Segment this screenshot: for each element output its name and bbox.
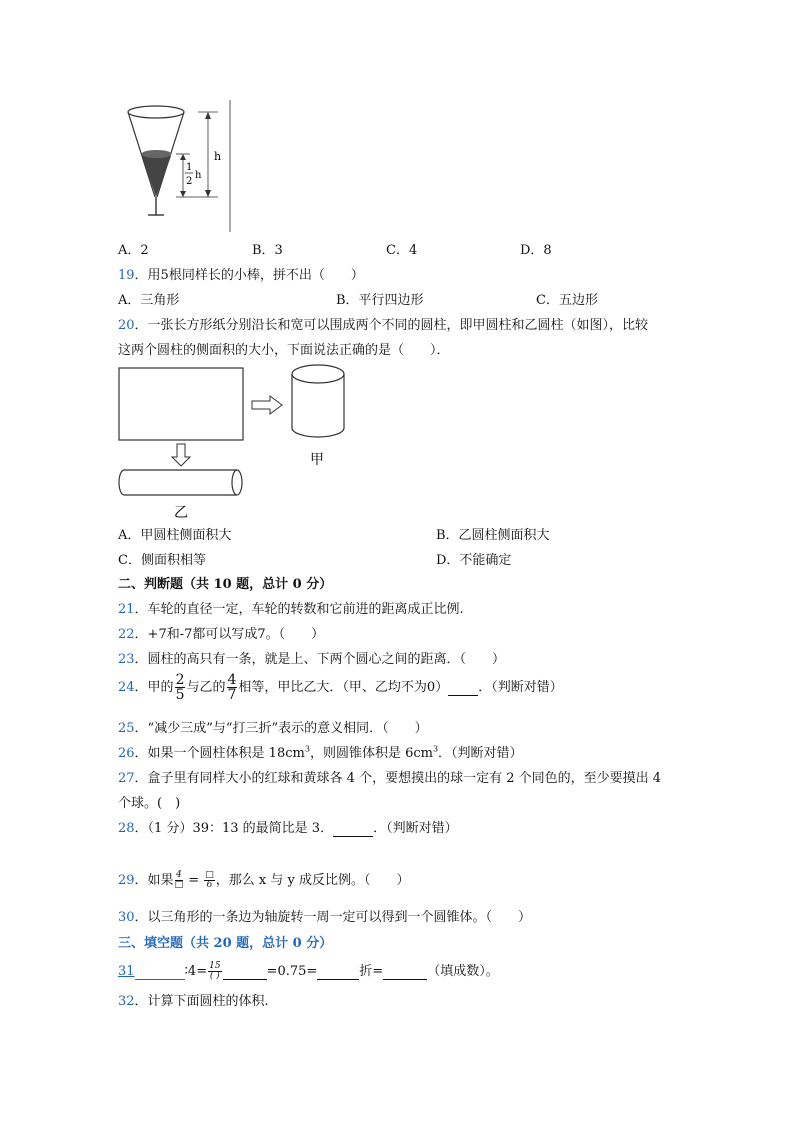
q31-part-2: =0.75= xyxy=(266,964,318,979)
q24-tail: ．（判断对错） xyxy=(478,680,563,695)
q24-post: 相等，甲比乙大．（甲、乙均不为0） xyxy=(238,680,449,695)
q19-text: ．用5根同样长的小棒，拼不出（ ） xyxy=(134,268,364,283)
q29-fraction-1: $\frac{4}{□}$ xyxy=(174,870,184,890)
q24-answer-blank[interactable] xyxy=(448,680,478,696)
q24-number: 24 xyxy=(118,680,135,695)
half-den: 2 xyxy=(186,176,193,187)
label-jia: 甲 xyxy=(310,452,324,468)
q29-fraction-2: $\frac{□}{6}$ xyxy=(205,870,214,890)
q20-question-line1 xyxy=(118,314,648,333)
q21-text: ．车轮的直径一定，车轮的转数和它前进的距离成正比例. xyxy=(134,602,464,617)
q26-mid: ，则圆锥体积是 6cm xyxy=(309,746,433,761)
q18-option-d: D．8 xyxy=(520,243,552,258)
q28-answer-blank[interactable] xyxy=(333,821,373,837)
q26-sup-2: 3 xyxy=(432,744,439,754)
q27-text-1: ．盒子里有同样大小的红球和黄球各 4 个，要想摸出的球一定有 2 个同色的，至少要摸出 4 xyxy=(134,771,662,786)
q31-blank-3[interactable] xyxy=(317,964,359,980)
paper-rectangle xyxy=(119,368,243,440)
q31-fraction: $\frac{15}{( )}$ xyxy=(209,961,221,981)
q18-option-c: C．4 xyxy=(386,243,418,258)
q28-question xyxy=(118,817,458,837)
q19-option-c: C．五边形 xyxy=(536,293,598,308)
q25-number: 25 xyxy=(118,721,135,736)
half-h: h xyxy=(195,170,202,181)
label-yi: 乙 xyxy=(174,505,188,520)
q21-number: 21 xyxy=(118,602,135,617)
q32-text: ．计算下面圆柱的体积. xyxy=(134,994,269,1009)
q27-number: 27 xyxy=(118,771,135,786)
q32-question xyxy=(118,990,269,1009)
q19-option-b: B．平行四边形 xyxy=(336,293,424,308)
q27-question-line1 xyxy=(118,767,661,786)
q25-text: ．“减少三成”与“打三折”表示的意义相同．（ ） xyxy=(134,721,428,736)
q20-number: 20 xyxy=(118,318,135,333)
q26-sup-1: 3 xyxy=(304,744,310,754)
q31-part-4: （填成数）。 xyxy=(427,964,499,979)
q20-option-b: B．乙圆柱侧面积大 xyxy=(436,528,550,543)
arrow-down-icon xyxy=(172,444,190,466)
q23-question xyxy=(118,648,505,667)
q30-number: 30 xyxy=(118,910,135,925)
q28-pre: ．（1 分）39：13 的最简比是 3． xyxy=(134,821,334,836)
q26-number: 26 xyxy=(118,746,135,761)
q29-equals: = xyxy=(184,873,204,888)
q26-question xyxy=(118,742,523,761)
q30-text: ．以三角形的一条边为轴旋转一周一定可以得到一个圆锥体。（ ） xyxy=(134,910,532,925)
q28-post: ．（判断对错） xyxy=(373,821,458,836)
q24-question xyxy=(118,673,563,702)
q31-part-1: ∶4= xyxy=(184,964,208,979)
q29-pre: ．如果 xyxy=(134,873,174,888)
q31-number: 31 xyxy=(118,964,135,979)
q24-mid: 与乙的 xyxy=(186,680,226,695)
q24-pre: ．甲的 xyxy=(134,680,174,695)
half-num: 1 xyxy=(186,162,193,173)
q24-fraction-2: $\frac{4}{7}$ xyxy=(227,672,237,703)
q30-question xyxy=(118,906,531,925)
section-3-title: 三、填空题（共 20 题，总计 0 分） xyxy=(118,936,333,951)
q20-question-line2: 这两个圆柱的侧面积的大小，下面说法正确的是（ ）． xyxy=(118,343,450,358)
q29-number: 29 xyxy=(118,873,135,888)
q20-option-a: A．甲圆柱侧面积大 xyxy=(118,528,232,543)
q25-question xyxy=(118,717,428,736)
q22-number: 22 xyxy=(118,627,135,642)
cylinder-figure xyxy=(112,360,362,520)
q28-number: 28 xyxy=(118,821,135,836)
q19-number: 19 xyxy=(118,268,135,283)
q31-blank-1[interactable] xyxy=(135,964,185,980)
q18-option-a: A．2 xyxy=(118,243,149,258)
q31-question xyxy=(118,960,499,981)
q22-text: ．+7和-7都可以写成7。（ ） xyxy=(134,627,325,642)
q31-part-3: 折= xyxy=(359,964,384,979)
q19-option-a: A．三角形 xyxy=(118,293,180,308)
q20-option-c: C．侧面积相等 xyxy=(118,553,206,568)
q24-fraction-1: $\frac{2}{5}$ xyxy=(175,672,185,703)
q23-text: ．圆柱的高只有一条，就是上、下两个圆心之间的距离．（ ） xyxy=(134,652,506,667)
q27-question-line2: 个球。( ) xyxy=(118,796,181,811)
q26-pre: ．如果一个圆柱体积是 18cm xyxy=(134,746,305,761)
q29-question xyxy=(118,869,409,890)
q29-post: ，那么 x 与 y 成反比例。（ ） xyxy=(215,873,410,888)
arrow-right-icon xyxy=(252,396,282,414)
h-label: h xyxy=(214,150,222,163)
q22-question xyxy=(118,623,324,642)
q31-blank-2[interactable] xyxy=(223,964,267,980)
q32-number: 32 xyxy=(118,994,135,1009)
q20-option-d: D．不能确定 xyxy=(436,553,512,568)
q21-question xyxy=(118,598,464,617)
q20-text-1: ．一张长方形纸分别沿长和宽可以围成两个不同的圆柱，即甲圆柱和乙圆柱（如图），比较 xyxy=(134,318,649,333)
q26-post: ．（判断对错） xyxy=(438,746,523,761)
cone-figure xyxy=(118,100,238,232)
section-2-title: 二、判断题（共 10 题，总计 0 分） xyxy=(118,577,333,592)
q19-question xyxy=(118,264,364,283)
q23-number: 23 xyxy=(118,652,135,667)
q31-blank-4[interactable] xyxy=(383,964,427,980)
q18-option-b: B．3 xyxy=(252,243,283,258)
